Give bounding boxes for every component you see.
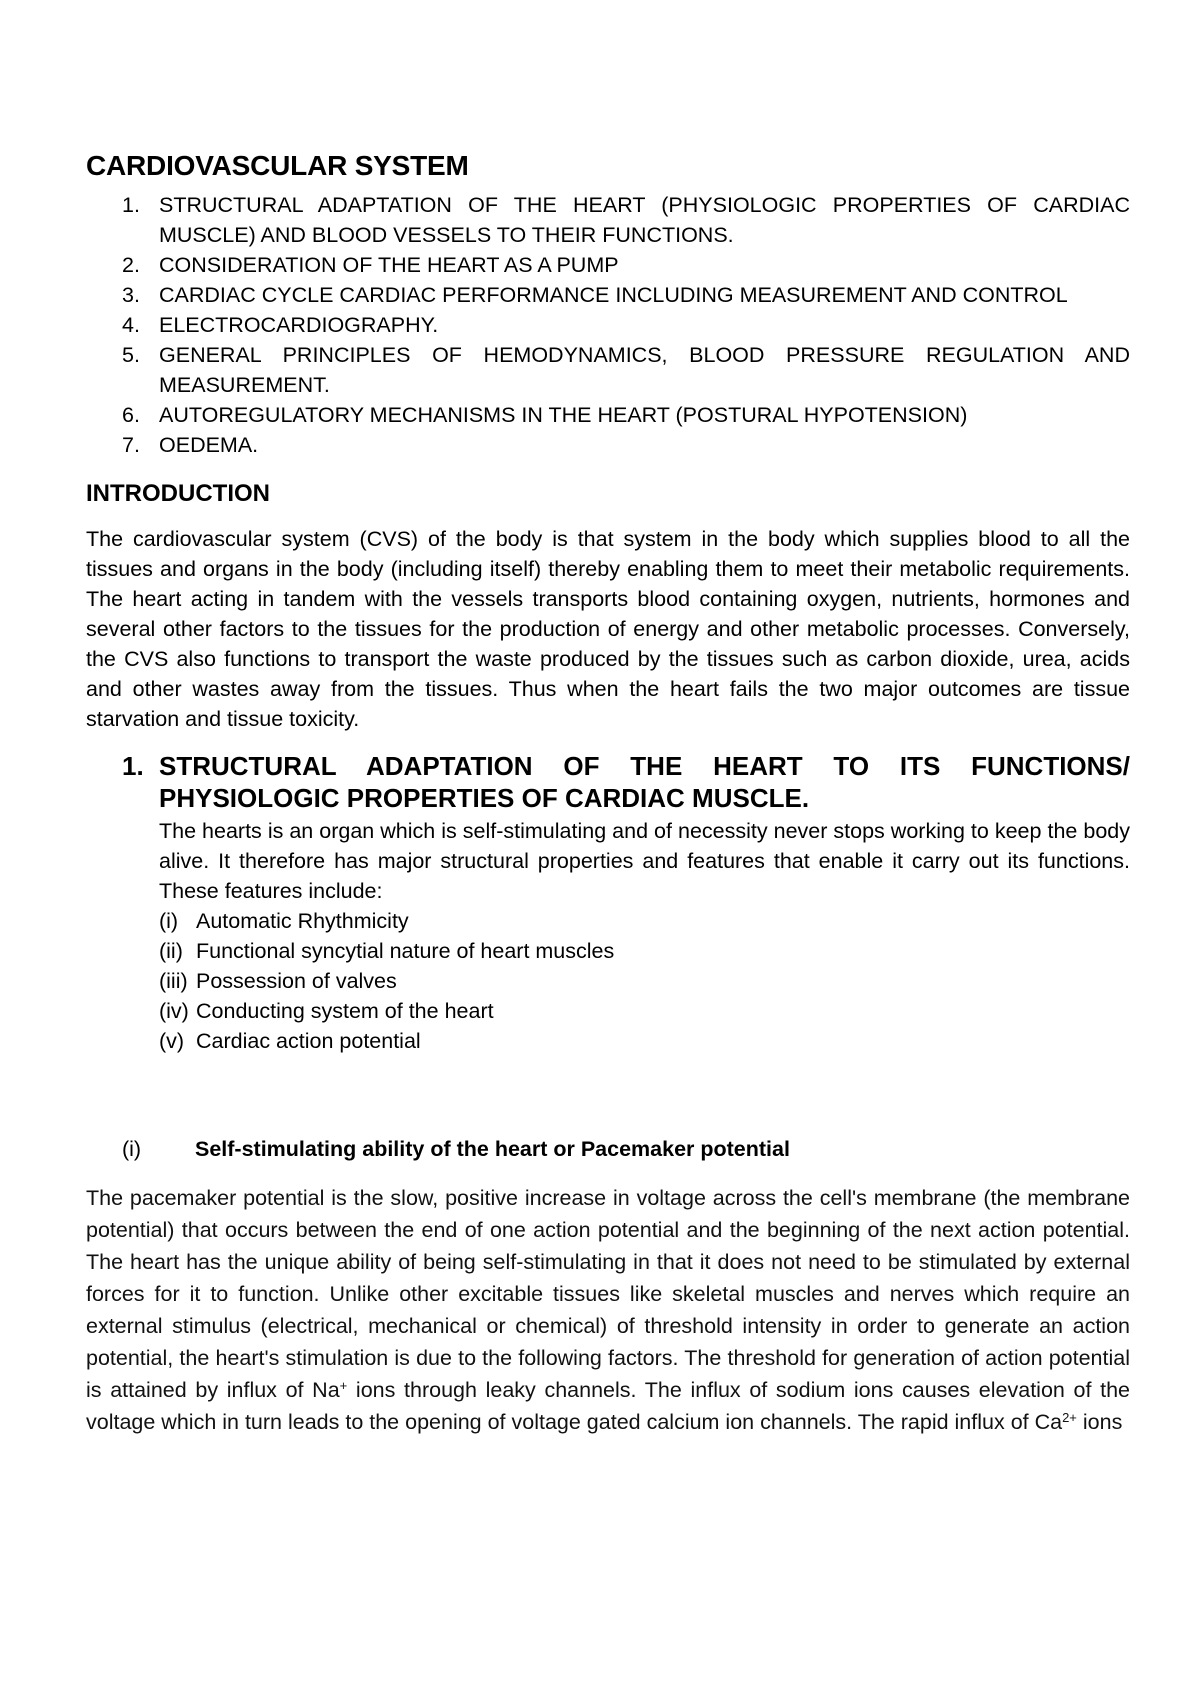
outline-item-number: 2.: [122, 253, 140, 277]
subsection-heading: Self-stimulating ability of the heart or Pacemaker potential: [195, 1137, 790, 1161]
section-heading: STRUCTURAL ADAPTATION OF THE HEART TO ITS FUNCTIONS/ PHYSIOLOGIC PROPERTIES OF CARDIAC MUSCLE.: [159, 751, 1130, 813]
outline-item-text: OEDEMA.: [159, 433, 259, 457]
outline-item: [86, 340, 1130, 400]
outline-item: [86, 250, 1130, 280]
feature-marker: (v): [159, 1029, 185, 1053]
outline-item-number: 5.: [122, 343, 140, 367]
outline-item-number: 3.: [122, 283, 140, 307]
pacemaker-text-part: ions through leaky channels. The influx of sodium ions causes elevation of the voltage which in turn leads to the opening of voltage gated calcium ion channels. The rapid influx of Ca: [86, 1378, 1131, 1434]
outline-item-text: GENERAL PRINCIPLES OF HEMODYNAMICS, BLOOD PRESSURE REGULATION AND MEASUREMENT.: [159, 343, 1130, 397]
outline-item-number: 7.: [122, 433, 140, 457]
pacemaker-text-part: ions: [1076, 1410, 1123, 1434]
feature-item: [159, 966, 1130, 996]
document-title: CARDIOVASCULAR SYSTEM: [86, 150, 469, 181]
outline-item-number: 1.: [122, 193, 140, 217]
outline-item-text: ELECTROCARDIOGRAPHY.: [159, 313, 439, 337]
section-paragraph: The hearts is an organ which is self-stimulating and of necessity never stops working to keep the body alive. It therefore has major structural properties and features that enable it carry out its functions. These features include:: [159, 819, 1130, 903]
features-list: [159, 906, 1130, 1056]
feature-item: [159, 1026, 1130, 1056]
page-content: [86, 146, 1130, 1438]
feature-marker: (i): [159, 909, 179, 933]
outline-item-number: 4.: [122, 313, 140, 337]
pacemaker-paragraph: [86, 1182, 1130, 1438]
feature-item: [159, 996, 1130, 1026]
feature-marker: (iv): [159, 999, 189, 1023]
topic-outline-list: [86, 190, 1130, 460]
outline-item: [86, 430, 1130, 460]
introduction-paragraph: The cardiovascular system (CVS) of the body is that system in the body which supplies blood to all the tissues and organs in the body (including itself) thereby enabling them to meet their metabolic requirements. The heart acting in tandem with the vessels transports blood containing oxygen, nutrients, hormones and several other factors to the tissues for the production of energy and other metabolic processes. Conversely, the CVS also functions to transport the waste produced by the tissues such as carbon dioxide, urea, acids and other wastes away from the tissues. Thus when the heart fails the two major outcomes are tissue starvation and tissue toxicity.: [86, 527, 1130, 731]
pacemaker-text-part: The pacemaker potential is the slow, positive increase in voltage across the cell's membrane (the membrane potential) that occurs between the end of one action potential and the beginning of the next action potential. The heart has the unique ability of being self-stimulating in that it does not need to be stimulated by external forces for it to function. Unlike other excitable tissues like skeletal muscles and nerves which require an external stimulus (electrical, mechanical or chemical) of threshold intensity in order to generate an action potential, the heart's stimulation is due to the following factors. The threshold for generation of action potential is attained by influx of Na: [86, 1186, 1130, 1402]
section-number: 1.: [122, 751, 144, 781]
feature-text: Cardiac action potential: [196, 1029, 421, 1053]
introduction-heading: INTRODUCTION: [86, 480, 270, 507]
feature-text: Conducting system of the heart: [196, 999, 494, 1023]
feature-text: Automatic Rhythmicity: [196, 909, 409, 933]
outline-item-text: STRUCTURAL ADAPTATION OF THE HEART (PHYSIOLOGIC PROPERTIES OF CARDIAC MUSCLE) AND BLOOD VESSELS TO THEIR FUNCTIONS.: [159, 193, 1130, 247]
outline-item: [86, 400, 1130, 430]
outline-item-number: 6.: [122, 403, 140, 427]
outline-item: [86, 280, 1130, 310]
feature-text: Possession of valves: [196, 969, 397, 993]
sodium-charge: +: [339, 1378, 348, 1393]
section-structural-adaptation: [86, 750, 1130, 1056]
feature-marker: (iii): [159, 969, 188, 993]
feature-text: Functional syncytial nature of heart muscles: [196, 939, 615, 963]
subsection-marker: (i): [122, 1137, 142, 1161]
feature-item: [159, 936, 1130, 966]
feature-marker: (ii): [159, 939, 183, 963]
subsection-heading-row: [86, 1134, 1130, 1164]
feature-item: [159, 906, 1130, 936]
outline-item: [86, 310, 1130, 340]
outline-item-text: CARDIAC CYCLE CARDIAC PERFORMANCE INCLUDING MEASUREMENT AND CONTROL: [159, 283, 1068, 307]
outline-item-text: CONSIDERATION OF THE HEART AS A PUMP: [159, 253, 619, 277]
outline-item: [86, 190, 1130, 250]
calcium-charge: 2+: [1062, 1410, 1077, 1425]
outline-item-text: AUTOREGULATORY MECHANISMS IN THE HEART (POSTURAL HYPOTENSION): [159, 403, 968, 427]
